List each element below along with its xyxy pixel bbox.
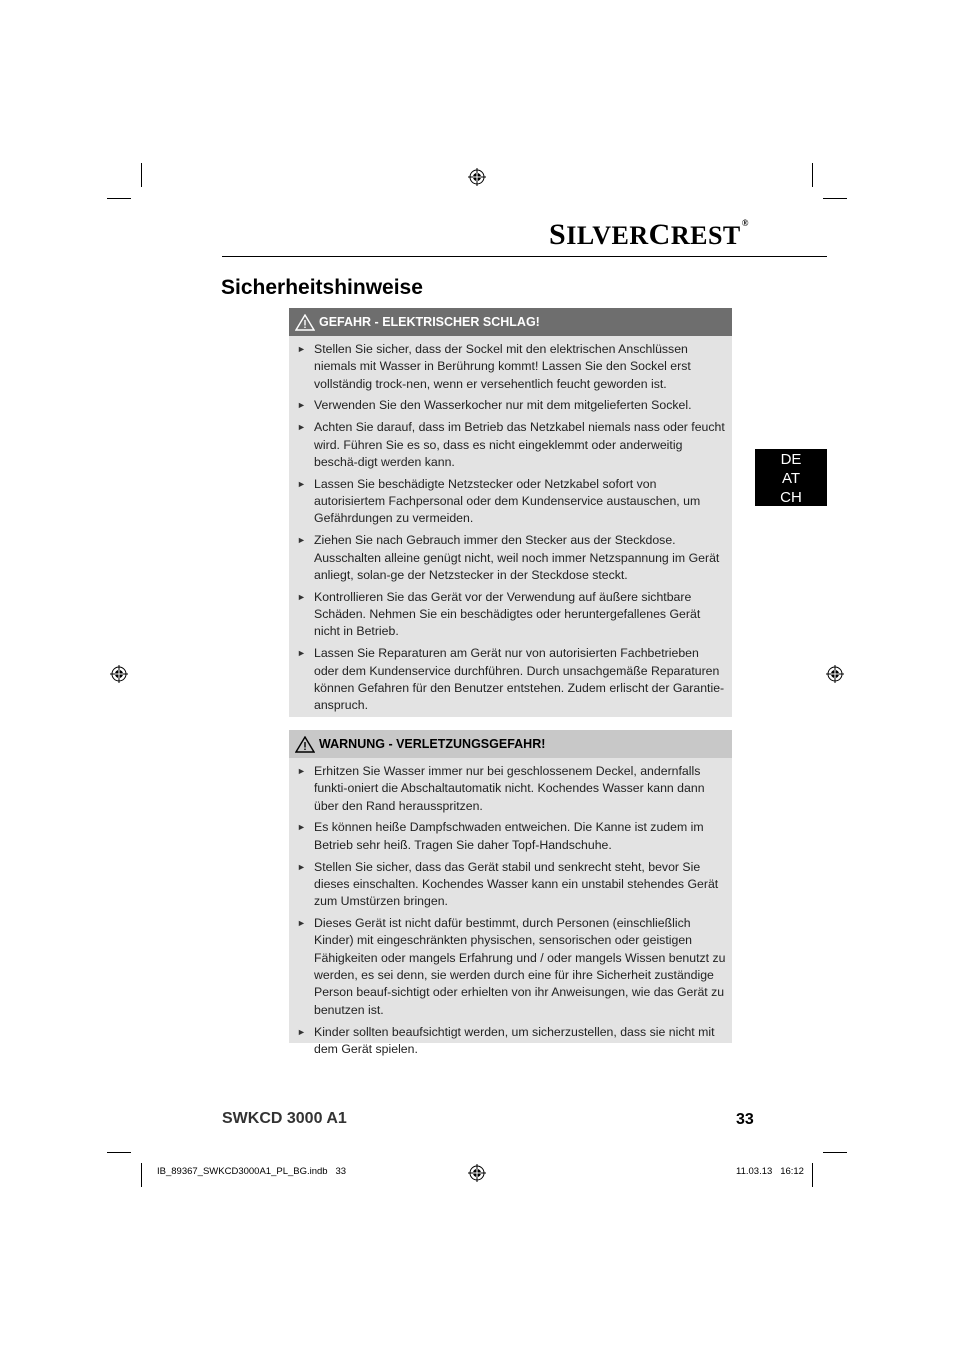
language-code: DE [780, 451, 802, 468]
danger-heading-text: GEFAHR - ELEKTRISCHER SCHLAG! [319, 315, 540, 329]
list-item: ► Kinder sollten beaufsichtigt werden, um sicherzustellen, dass sie nicht mit dem Gerät spielen. [297, 1024, 715, 1056]
registration-mark-icon [468, 168, 486, 186]
triangle-bullet-icon: ► [297, 591, 306, 602]
list-item: ► Ziehen Sie nach Gebrauch immer den Stecker aus der Steckdose. Ausschalten alleine genügt nicht, weil noch immer Netzspannung im Gerät anliegt, solan-ge der Netzstecker in der Steckdose steckt. [297, 533, 720, 582]
crop-mark [141, 163, 142, 187]
list-item: ► Stellen Sie sicher, dass der Sockel mit den elektrischen Anschlüssen niemals mit Wasser in Berührung kommt! Lassen Sie den Sockel erst vollständig trock-nen, wenn er versehentlich feucht geworden ist. [297, 342, 691, 391]
triangle-bullet-icon: ► [297, 344, 306, 354]
warning-list [289, 758, 732, 1068]
triangle-bullet-icon: ► [297, 1026, 306, 1037]
crop-mark [823, 1152, 847, 1153]
warning-triangle-icon [295, 736, 315, 753]
brand-logo: SILVERCREST® [549, 218, 749, 251]
triangle-bullet-icon: ► [297, 918, 306, 929]
registration-mark-icon [826, 665, 844, 683]
crop-mark [823, 198, 847, 199]
list-item: ► Kontrollieren Sie das Gerät vor der Verwendung auf äußere sichtbare Schäden. Nehmen Sie ein beschädigtes oder heruntergefallenes Gerät nicht in Betrieb. [297, 589, 701, 639]
list-item: ► Achten Sie darauf, dass im Betrieb das Netzkabel niemals nass oder feucht wird. Führen Sie es so, dass es nicht eingeklemmt oder anderweitig beschä-digt werden kann. [297, 420, 725, 469]
triangle-bullet-icon: ► [297, 400, 306, 411]
triangle-bullet-icon: ► [297, 766, 306, 776]
warning-heading-text: WARNUNG - VERLETZUNGSGEFAHR! [319, 737, 546, 751]
crop-mark [107, 198, 131, 199]
list-item: ► Lassen Sie Reparaturen am Gerät nur von autorisierten Fachbetrieben oder dem Kundenservice durchführen. Durch unsachgemäße Reparaturen können Gefahren für den Benutzer entstehen. Zudem erlischt der Garantie-anspruch. [297, 646, 725, 713]
crop-mark [812, 163, 813, 187]
language-tab [755, 449, 827, 506]
language-code: CH [780, 489, 802, 506]
danger-box-heading [289, 308, 732, 336]
warning-triangle-icon [295, 314, 315, 331]
warning-box-heading [289, 730, 732, 758]
danger-box [289, 308, 732, 717]
page-title: Sicherheitshinweise [221, 276, 423, 299]
triangle-bullet-icon: ► [297, 535, 306, 546]
registration-mark-icon [468, 1164, 486, 1182]
print-slug-file: IB_89367_SWKCD3000A1_PL_BG.indb 33 [157, 1166, 347, 1177]
list-item: ► Es können heiße Dampfschwaden entweichen. Die Kanne ist zudem im Betrieb sehr heiß. Tragen Sie daher Topf-Handschuhe. [297, 820, 704, 852]
list-item: ► Verwenden Sie den Wasserkocher nur mit dem mitgelieferten Sockel. [314, 397, 726, 414]
warning-box [289, 730, 732, 1056]
list-item: ► Erhitzen Sie Wasser immer nur bei geschlossenem Deckel, andernfalls funkti-oniert die Abschaltautomatik nicht. Kochendes Wasser kann dann über den Rand herausspritzen. [297, 764, 705, 813]
triangle-bullet-icon: ► [297, 822, 306, 833]
registration-mark-icon [110, 665, 128, 683]
list-item: ► Stellen Sie sicher, dass das Gerät stabil und senkrecht steht, bevor Sie dieses einschalten. Kochendes Wasser kann ein unstabil stehendes Gerät zum Umstürzen bringen. [297, 859, 719, 909]
triangle-bullet-icon: ► [297, 648, 306, 659]
list-item: ► Dieses Gerät ist nicht dafür bestimmt, durch Personen (einschließlich Kinder) mit eingeschränkten physischen, sensorischen oder geistigen Fähigkeiten oder mangels Erfahrung und / oder mangels Wissen benutzt zu werden, es sei denn, sie werden durch eine für ihre Sicherheit zuständige Person beauf-sichtigt oder erhielten von ihr Anweisungen, wie das Gerät zu benutzen ist. [297, 916, 726, 1017]
crop-mark [141, 1163, 142, 1187]
danger-list [289, 336, 732, 724]
page-number: 33 [736, 1111, 754, 1128]
header-rule [222, 256, 827, 257]
print-slug-date: 11.03.13 16:12 [736, 1166, 804, 1177]
crop-mark [812, 1163, 813, 1187]
list-item: ► Lassen Sie beschädigte Netzstecker oder Netzkabel sofort von autorisiertem Fachpersonal oder dem Kundenservice austauschen, um Gefährdungen zu vermeiden. [297, 476, 701, 526]
triangle-bullet-icon: ► [297, 861, 306, 872]
language-code: AT [781, 470, 801, 487]
crop-mark [107, 1152, 131, 1153]
triangle-bullet-icon: ► [297, 478, 306, 489]
model-number: SWKCD 3000 A1 [222, 1110, 347, 1127]
triangle-bullet-icon: ► [297, 422, 306, 433]
